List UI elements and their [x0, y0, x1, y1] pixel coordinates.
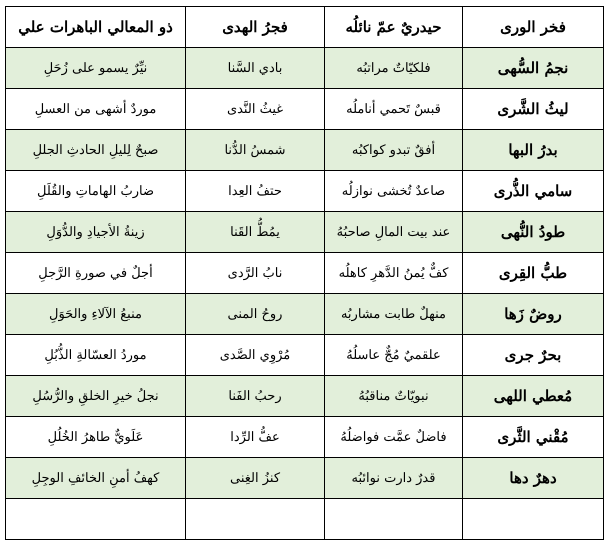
table-header-row — [6, 7, 604, 48]
table-cell: ليثُ الشَّرى — [463, 89, 604, 130]
table-cell: كفٌّ يُمنُ الدَّهرِ كاهلُه — [325, 253, 463, 294]
table-cell: فلكيّاتٌ مراتبُه — [325, 48, 463, 89]
column-header: حيدريٌ عمّ نائلُه — [325, 7, 463, 48]
table-cell: كهفُ أمنِ الخائفِ الوجِلِ — [6, 458, 186, 499]
table-cell: عَلَويٌّ طاهرُ الخُلُلِ — [6, 417, 186, 458]
table-cell: طبُّ القِرى — [463, 253, 604, 294]
table-cell: طودُ النُّهى — [463, 212, 604, 253]
table-cell: مُقْني الثَّرى — [463, 417, 604, 458]
table-cell: ضاربُ الهاماتِ والقُلَلِ — [6, 171, 186, 212]
table-row — [6, 130, 604, 171]
table-cell: نبويّاتٌ مناقبُهُ — [325, 376, 463, 417]
table-cell: علقميٌ مُجٌّ عاسلُهُ — [325, 335, 463, 376]
poem-table — [5, 6, 604, 540]
table-cell: أجلٌ في صورةِ الرَّجلِ — [6, 253, 186, 294]
column-header: ذو المعالي الباهرات علي — [6, 7, 186, 48]
empty-cell — [6, 499, 186, 540]
table-cell: منبعُ الآلاءِ والحَوَلِ — [6, 294, 186, 335]
table-cell: أفقٌ تبدو كواكبُه — [325, 130, 463, 171]
table-cell: نجمُ السُّهى — [463, 48, 604, 89]
table-row — [6, 417, 604, 458]
table-row — [6, 253, 604, 294]
table-cell: منهلٌ طابت مشاربُه — [325, 294, 463, 335]
table-cell: مُرْوِي الصَّدى — [186, 335, 325, 376]
table-row — [6, 335, 604, 376]
table-cell: عفُّ الرِّدا — [186, 417, 325, 458]
table-cell: مُعطي اللهى — [463, 376, 604, 417]
table-cell: روحُ المنى — [186, 294, 325, 335]
table-cell: صاعدٌ تُخشى نوازلُه — [325, 171, 463, 212]
table-cell: دهرٌ دها — [463, 458, 604, 499]
column-header: فخر الورى — [463, 7, 604, 48]
table-cell: نيِّرٌ يسمو على زُحَلِ — [6, 48, 186, 89]
table-cell: موردٌ أشهى من العسلِ — [6, 89, 186, 130]
table-cell: قبسٌ تَحمي أناملُه — [325, 89, 463, 130]
table-cell: بادي السَّنا — [186, 48, 325, 89]
table-cell: كنزُ الغِنى — [186, 458, 325, 499]
table-row — [6, 171, 604, 212]
column-header: فجرُ الهدى — [186, 7, 325, 48]
table-cell: صبحٌ لِليلِ الحادثِ الجللِ — [6, 130, 186, 171]
table-cell: فاضلٌ عمَّت فواضلُهُ — [325, 417, 463, 458]
table-cell: سامي الذُّرى — [463, 171, 604, 212]
table-cell: نابُ الرَّدى — [186, 253, 325, 294]
empty-cell — [463, 499, 604, 540]
table-cell: قدرٌ دارت نوائبُه — [325, 458, 463, 499]
table-cell: بدرُ البها — [463, 130, 604, 171]
table-cell: موردُ العسّالةِ الذُّبُلِ — [6, 335, 186, 376]
table-cell: حتفُ العِدا — [186, 171, 325, 212]
table-row — [6, 48, 604, 89]
table-cell: عند بيت المالِ صاحبُهُ — [325, 212, 463, 253]
table-cell: شمسُ الدُّنا — [186, 130, 325, 171]
table-cell: زينةُ الأجيادِ والدُّوَلِ — [6, 212, 186, 253]
table-row — [6, 294, 604, 335]
table-cell: يمُطُّ القَنا — [186, 212, 325, 253]
empty-cell — [325, 499, 463, 540]
table-row — [6, 458, 604, 499]
empty-cell — [186, 499, 325, 540]
table-cell: غيثُ النَّدى — [186, 89, 325, 130]
table-cell: نجلُ خيرِ الخلقِ والرُّسُلِ — [6, 376, 186, 417]
table-row — [6, 89, 604, 130]
empty-table-row — [6, 499, 604, 540]
table-cell: رحبُ الفَنا — [186, 376, 325, 417]
table-cell: روضٌ زَها — [463, 294, 604, 335]
table-row — [6, 212, 604, 253]
table-cell: بحرٌ جرى — [463, 335, 604, 376]
table-row — [6, 376, 604, 417]
